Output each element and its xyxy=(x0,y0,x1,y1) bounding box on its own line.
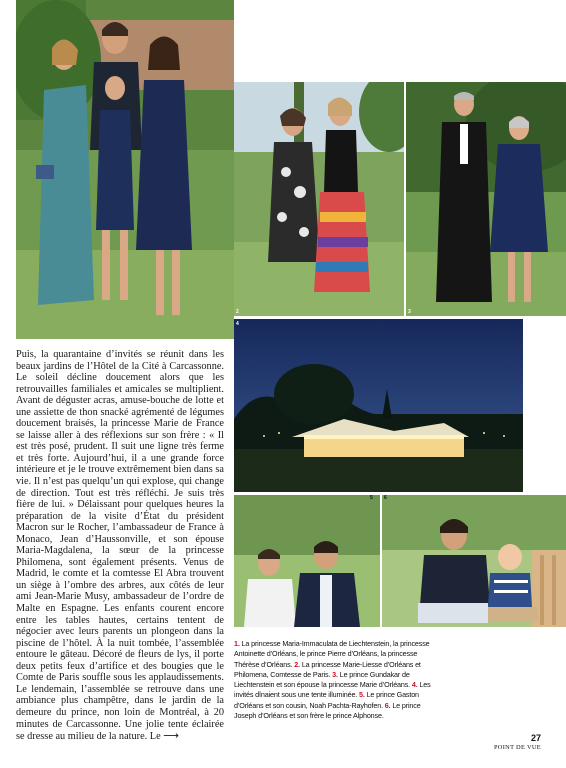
photo-5-cousins xyxy=(234,495,380,627)
photo-1-family-portrait xyxy=(16,0,234,339)
caption-text-4: Les invités dînaient sous une tente illuminée. xyxy=(234,680,431,700)
caption-text-2: La princesse Marie-Liesse d’Orléans et Philomena, Comtesse de Paris. xyxy=(234,659,421,679)
caption-text-3: Le prince Gundakar de Liechtenstein et son épouse la princesse Marie d’Orléans. xyxy=(234,669,412,690)
photo-6-brothers xyxy=(382,495,566,627)
photo-3-couple xyxy=(406,82,566,316)
caption-text-1: La princesse Maria-Immaculata de Liechtenstein, la princesse Antoinette d’Orléans, le prince Pierre d’Orléans, la princesse Thérèse d’Orléans. xyxy=(234,639,430,669)
caption-text-5: Le prince Gaston d’Orléans et son cousin, Noah Pachta-Rayhofen. xyxy=(234,690,419,710)
caption-number-2: 2. xyxy=(294,659,300,669)
caption-number-4: 4. xyxy=(411,680,418,690)
photo-number-6: 6 xyxy=(384,495,387,501)
photo-number-2: 2 xyxy=(236,309,239,315)
article-body: Puis, la quarantaine d’invités se réunit dans les beaux jardins de l’Hôtel de la Cité à Carcassonne. Le soleil décline doucement alors que les retrouvailles familiales et amicales se multiplient. Avant de déguster acras, amuse-bouche de lotte et une assiette de thon snacké agrémenté de légumes doucement braisés, la princesse Marie de France se laisse aller à des réflexions sur son frère : « Il est très posé, prudent. Il suit une ligne très ferme et très forte. Aujourd’hui, il a une grande force intérieure et je le trouve extrêmement bien dans sa vie. Il n’est pas quelqu’un qui explose, qui change de direction. Tout est très réfléchi. Je suis très fière de lui. » Délaissant pour quelques heures la préparation de la visite d’État du président Macron sur le Rocher, l’ambassadeur de France à Monaco, Jean d’Haussonville, et son épouse Maria-Magdalena, la sœur de la princesse Philomena, sont également présents. Venus de Madrid, le comte et la comtesse El Abra trouvent un siège à l’ombre des arbres, aux côtés de leur ami Jean-Marie Musy, ambassadeur de l’ordre de Malte en Espagne. Les enfants courent encore entre les tables hautes, certains tentent de négocier avec leurs parents un plongeon dans la piscine de l’hôtel. À la nuit tombée, l’assemblée entoure le gâteau. Décoré de fleurs de lys, il porte deux petits feux d’artifice et des bougies que le Comte de Paris souffle sous les applaudissements. Le lendemain, l’assemblée se retrouve dans une ambiance plus champêtre, dans le jardin de la demeure du prince, non loin de Montréal, à 20 minutes de Carcassonne. Une jolie tente éclairée se dresse au milieu de la nature. Le xyxy=(16,349,224,743)
photo-number-3: 3 xyxy=(408,309,411,315)
photo-2-two-women xyxy=(234,82,404,316)
caption-number-1: 1. xyxy=(234,639,240,648)
article-text xyxy=(16,349,224,743)
caption-number-6: 6. xyxy=(384,700,391,710)
continue-arrow-icon: ⟶ xyxy=(163,729,180,743)
caption-text-6: Le prince Joseph d’Orléans et son frère le prince Alphonse. xyxy=(234,700,421,721)
caption-number-3: 3. xyxy=(332,669,338,679)
magazine-name: POINT DE VUE xyxy=(493,744,541,751)
photo-number-5: 5 xyxy=(370,495,373,501)
photo-caption xyxy=(234,639,444,721)
photo-4-illuminated-tent xyxy=(234,319,523,492)
page-number: 27 xyxy=(530,733,541,743)
photo-number-4: 4 xyxy=(236,321,239,327)
caption-number-5: 5. xyxy=(359,690,365,700)
